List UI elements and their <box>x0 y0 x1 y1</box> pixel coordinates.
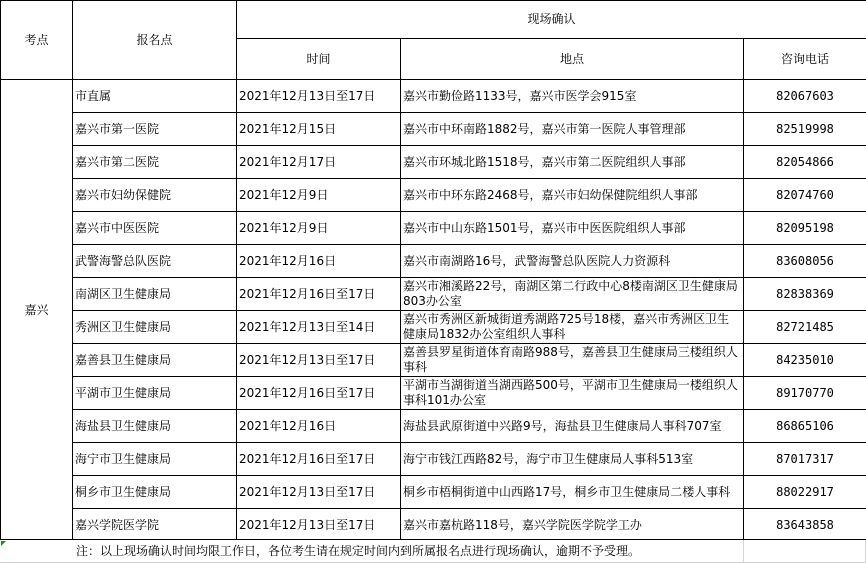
phone-cell[interactable]: 82067603 <box>744 80 866 113</box>
phone-cell[interactable]: 82095198 <box>744 212 866 245</box>
registration-point-cell[interactable]: 市直属 <box>73 80 237 113</box>
table-row <box>1 146 866 179</box>
registration-point-cell[interactable]: 武警海警总队医院 <box>73 245 237 278</box>
location-cell[interactable]: 海盐县武原街道中兴路9号，海盐县卫生健康局人事科707室 <box>401 410 744 443</box>
table-row <box>1 311 866 344</box>
registration-point-cell[interactable]: 海盐县卫生健康局 <box>73 410 237 443</box>
phone-cell[interactable]: 82054866 <box>744 146 866 179</box>
header-row-1 <box>1 1 866 39</box>
registration-point-cell[interactable]: 嘉兴市第一医院 <box>73 113 237 146</box>
location-cell[interactable]: 嘉兴市嘉杭路118号，嘉兴学院医学院学工办 <box>401 509 744 542</box>
table-row <box>1 377 866 410</box>
header-location[interactable]: 地点 <box>401 39 744 80</box>
location-cell[interactable]: 嘉兴市环城北路1518号，嘉兴市第二医院组织人事部 <box>401 146 744 179</box>
header-time[interactable]: 时间 <box>237 39 401 80</box>
time-cell[interactable]: 2021年12月16日至17日 <box>237 278 401 311</box>
footer-note-row <box>0 539 866 563</box>
table-row <box>1 212 866 245</box>
registration-point-cell[interactable]: 海宁市卫生健康局 <box>73 443 237 476</box>
registration-point-cell[interactable]: 嘉兴市中医医院 <box>73 212 237 245</box>
phone-cell[interactable]: 89170770 <box>744 377 866 410</box>
registration-point-cell[interactable]: 嘉兴学院医学院 <box>73 509 237 542</box>
table-row <box>1 113 866 146</box>
registration-point-cell[interactable]: 嘉兴市第二医院 <box>73 146 237 179</box>
phone-cell[interactable]: 82074760 <box>744 179 866 212</box>
phone-cell[interactable]: 82838369 <box>744 278 866 311</box>
footer-note[interactable]: 注：以上现场确认时间均限工作日，各位考生请在规定时间内到所属报名点进行现场确认，逾期不予受理。 <box>76 544 640 559</box>
time-cell[interactable]: 2021年12月16日 <box>237 410 401 443</box>
table-row <box>1 245 866 278</box>
time-cell[interactable]: 2021年12月16日 <box>237 245 401 278</box>
phone-cell[interactable]: 86865106 <box>744 410 866 443</box>
table-row <box>1 278 866 311</box>
table-row <box>1 410 866 443</box>
phone-cell[interactable]: 83608056 <box>744 245 866 278</box>
registration-point-cell[interactable]: 秀洲区卫生健康局 <box>73 311 237 344</box>
table-row <box>1 443 866 476</box>
time-cell[interactable]: 2021年12月9日 <box>237 212 401 245</box>
location-cell[interactable]: 嘉兴市南湖路16号，武警海警总队医院人力资源科 <box>401 245 744 278</box>
location-cell[interactable]: 嘉兴市中环东路2468号，嘉兴市妇幼保健院组织人事部 <box>401 179 744 212</box>
time-cell[interactable]: 2021年12月15日 <box>237 113 401 146</box>
exam-site-cell[interactable]: 嘉兴 <box>1 80 73 542</box>
time-cell[interactable]: 2021年12月13日至17日 <box>237 509 401 542</box>
table-row <box>1 80 866 113</box>
location-cell[interactable]: 平湖市当湖街道当湖西路500号，平湖市卫生健康局一楼组织人事科101办公室 <box>401 377 744 410</box>
phone-cell[interactable]: 82721485 <box>744 311 866 344</box>
registration-point-cell[interactable]: 平湖市卫生健康局 <box>73 377 237 410</box>
location-cell[interactable]: 嘉兴市湘溪路22号，南湖区第二行政中心8楼南湖区卫生健康局803办公室 <box>401 278 744 311</box>
header-phone[interactable]: 咨询电话 <box>744 39 866 80</box>
registration-point-cell[interactable]: 嘉兴市妇幼保健院 <box>73 179 237 212</box>
location-cell[interactable]: 桐乡市梧桐街道中山西路17号，桐乡市卫生健康局二楼人事科 <box>401 476 744 509</box>
phone-cell[interactable]: 87017317 <box>744 443 866 476</box>
table-row <box>1 179 866 212</box>
table-row <box>1 509 866 542</box>
location-cell[interactable]: 嘉兴市中环南路1882号，嘉兴市第一医院人事管理部 <box>401 113 744 146</box>
phone-cell[interactable]: 83643858 <box>744 509 866 542</box>
phone-cell[interactable]: 88022917 <box>744 476 866 509</box>
location-cell[interactable]: 海宁市钱江西路82号，海宁市卫生健康局人事科513室 <box>401 443 744 476</box>
time-cell[interactable]: 2021年12月13日至17日 <box>237 476 401 509</box>
time-cell[interactable]: 2021年12月9日 <box>237 179 401 212</box>
table-row <box>1 476 866 509</box>
location-cell[interactable]: 嘉兴市中山东路1501号，嘉兴市中医医院组织人事部 <box>401 212 744 245</box>
location-cell[interactable]: 嘉兴市勤俭路1133号，嘉兴市医学会915室 <box>401 80 744 113</box>
registration-point-cell[interactable]: 嘉善县卫生健康局 <box>73 344 237 377</box>
phone-cell[interactable]: 82519998 <box>744 113 866 146</box>
time-cell[interactable]: 2021年12月17日 <box>237 146 401 179</box>
registration-point-cell[interactable]: 南湖区卫生健康局 <box>73 278 237 311</box>
location-cell[interactable]: 嘉兴市秀洲区新城街道秀湖路725号18楼，嘉兴市秀洲区卫生健康局1832办公室组织人事科 <box>401 311 744 344</box>
header-exam-site[interactable]: 考点 <box>1 1 73 80</box>
table-row <box>1 344 866 377</box>
time-cell[interactable]: 2021年12月13日至17日 <box>237 344 401 377</box>
header-onsite-confirmation[interactable]: 现场确认 <box>237 1 866 39</box>
time-cell[interactable]: 2021年12月16日至17日 <box>237 377 401 410</box>
time-cell[interactable]: 2021年12月16日至17日 <box>237 443 401 476</box>
phone-cell[interactable]: 84235010 <box>744 344 866 377</box>
header-registration-point[interactable]: 报名点 <box>73 1 237 80</box>
gridline <box>743 540 744 563</box>
time-cell[interactable]: 2021年12月13日至17日 <box>237 80 401 113</box>
registration-point-cell[interactable]: 桐乡市卫生健康局 <box>73 476 237 509</box>
cell-indicator-icon <box>1 541 6 546</box>
location-cell[interactable]: 嘉善县罗星街道体育南路988号，嘉善县卫生健康局三楼组织人事科 <box>401 344 744 377</box>
time-cell[interactable]: 2021年12月13日至14日 <box>237 311 401 344</box>
